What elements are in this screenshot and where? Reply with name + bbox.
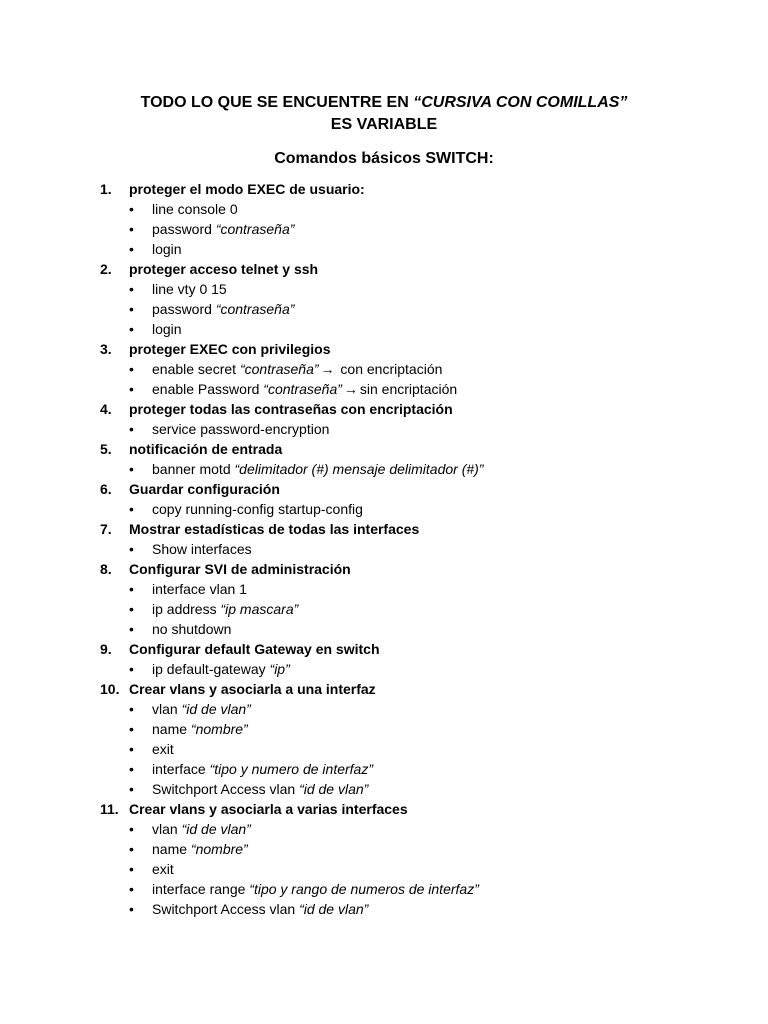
command-keyword: Switchport Access vlan <box>152 781 300 797</box>
command-line <box>0 859 768 879</box>
command-note: con encriptación <box>336 361 443 377</box>
bullet-icon: • <box>129 901 134 917</box>
list-item-number: 4. <box>100 401 112 417</box>
list-item-title: Guardar configuración <box>129 481 280 497</box>
list-item-title: proteger EXEC con privilegios <box>129 341 331 357</box>
command-text <box>152 659 290 679</box>
list-item-number: 1. <box>100 181 112 197</box>
command-variable: “tipo y rango de numeros de interfaz” <box>249 881 479 897</box>
command-text <box>152 819 251 839</box>
command-variable: “nombre” <box>190 841 248 857</box>
bullet-icon: • <box>129 421 134 437</box>
command-text <box>152 539 252 559</box>
command-line <box>0 739 768 759</box>
command-keyword: name <box>152 841 191 857</box>
command-note: sin encriptación <box>359 381 458 397</box>
list-item-heading <box>0 639 768 659</box>
bullet-icon: • <box>129 201 134 217</box>
command-line <box>0 539 768 559</box>
bullet-icon: • <box>129 821 134 837</box>
list-item-heading <box>0 399 768 419</box>
command-text <box>152 599 298 619</box>
command-text <box>152 879 479 899</box>
list-item-number: 3. <box>100 341 112 357</box>
command-keyword: ip address <box>152 601 221 617</box>
command-text <box>152 199 238 219</box>
command-variable: “delimitador (#) mensaje delimitador (#)” <box>234 461 484 477</box>
command-line <box>0 419 768 439</box>
bullet-icon: • <box>129 321 134 337</box>
list-item-heading <box>0 179 768 199</box>
list-item-number: 11. <box>100 801 119 817</box>
command-line <box>0 719 768 739</box>
list-item-heading <box>0 679 768 699</box>
command-text <box>152 759 373 779</box>
command-line <box>0 759 768 779</box>
bullet-icon: • <box>129 621 134 637</box>
command-line <box>0 219 768 239</box>
bullet-icon: • <box>129 601 134 617</box>
command-line <box>0 839 768 859</box>
command-line <box>0 199 768 219</box>
command-keyword: interface vlan 1 <box>152 581 247 597</box>
command-line <box>0 359 768 379</box>
bullet-icon: • <box>129 861 134 877</box>
title-line-1 <box>0 92 768 114</box>
bullet-icon: • <box>129 461 134 477</box>
command-keyword: interface range <box>152 881 250 897</box>
command-keyword: Show interfaces <box>152 541 252 557</box>
bullet-icon: • <box>129 541 134 557</box>
arrow-right-icon: → <box>343 381 358 397</box>
command-text <box>152 619 231 639</box>
bullet-icon: • <box>129 301 134 317</box>
list-item-title: Crear vlans y asociarla a una interfaz <box>129 681 376 697</box>
command-keyword: no shutdown <box>152 621 232 637</box>
command-text <box>152 579 247 599</box>
command-text <box>152 899 368 919</box>
list-item-heading <box>0 479 768 499</box>
list-item-title: notificación de entrada <box>129 441 283 457</box>
command-line <box>0 319 768 339</box>
bullet-icon: • <box>129 701 134 717</box>
command-keyword: name <box>152 721 191 737</box>
command-text <box>152 839 248 859</box>
command-line <box>0 779 768 799</box>
list-item-title: Configurar default Gateway en switch <box>129 641 380 657</box>
list-item-heading <box>0 799 768 819</box>
command-keyword: line console 0 <box>152 201 238 217</box>
bullet-icon: • <box>129 761 134 777</box>
page-title <box>0 92 768 136</box>
command-keyword: exit <box>152 741 174 757</box>
command-keyword: banner motd <box>152 461 235 477</box>
list-item-heading <box>0 439 768 459</box>
title-prefix: TODO LO QUE SE ENCUENTRE EN <box>140 94 414 111</box>
command-text <box>152 739 174 759</box>
command-line <box>0 499 768 519</box>
command-variable: “id de vlan” <box>299 901 369 917</box>
command-line <box>0 279 768 299</box>
title-line-2: ES VARIABLE <box>330 116 438 133</box>
list-item-title: Mostrar estadísticas de todas las interfaces <box>129 521 420 537</box>
command-keyword: password <box>152 301 216 317</box>
command-keyword: login <box>152 321 182 337</box>
bullet-icon: • <box>129 741 134 757</box>
command-line <box>0 819 768 839</box>
command-variable: “contraseña” <box>215 221 295 237</box>
command-text <box>152 299 294 319</box>
list-item-heading <box>0 519 768 539</box>
command-text <box>152 699 251 719</box>
command-line <box>0 459 768 479</box>
command-variable: “contraseña” <box>239 361 319 377</box>
command-keyword: password <box>152 221 216 237</box>
command-line <box>0 659 768 679</box>
command-variable: “tipo y numero de interfaz” <box>209 761 373 777</box>
command-text <box>152 319 182 339</box>
command-variable: “ip mascara” <box>220 601 299 617</box>
bullet-icon: • <box>129 361 134 377</box>
list-item-heading <box>0 559 768 579</box>
command-variable: “ip” <box>269 661 290 677</box>
command-text <box>152 379 457 399</box>
command-line <box>0 879 768 899</box>
command-text <box>152 779 368 799</box>
command-text <box>152 239 182 259</box>
command-text <box>152 359 442 379</box>
command-keyword: vlan <box>152 701 182 717</box>
command-keyword: login <box>152 241 182 257</box>
command-line <box>0 699 768 719</box>
command-text <box>152 459 483 479</box>
bullet-icon: • <box>129 581 134 597</box>
command-text <box>152 219 294 239</box>
command-variable: “contraseña” <box>215 301 295 317</box>
bullet-icon: • <box>129 281 134 297</box>
bullet-icon: • <box>129 661 134 677</box>
command-variable: “id de vlan” <box>181 821 251 837</box>
bullet-icon: • <box>129 781 134 797</box>
list-item-number: 9. <box>100 641 112 657</box>
command-text <box>152 279 227 299</box>
command-variable: “id de vlan” <box>181 701 251 717</box>
command-line <box>0 299 768 319</box>
command-variable: “id de vlan” <box>299 781 369 797</box>
list-item-title: Crear vlans y asociarla a varias interfaces <box>129 801 408 817</box>
command-keyword: interface <box>152 761 210 777</box>
command-list <box>0 179 768 919</box>
command-keyword: enable Password <box>152 381 264 397</box>
command-text <box>152 419 329 439</box>
command-line <box>0 619 768 639</box>
arrow-right-icon: → <box>320 361 335 377</box>
list-item-number: 6. <box>100 481 112 497</box>
list-item-heading <box>0 339 768 359</box>
command-text <box>152 859 174 879</box>
list-item-title: proteger todas las contraseñas con encriptación <box>129 401 453 417</box>
list-item-number: 5. <box>100 441 112 457</box>
command-line <box>0 239 768 259</box>
bullet-icon: • <box>129 721 134 737</box>
command-keyword: ip default-gateway <box>152 661 270 677</box>
command-text <box>152 499 363 519</box>
command-line <box>0 379 768 399</box>
command-line <box>0 899 768 919</box>
command-keyword: copy running-config startup-config <box>152 501 363 517</box>
list-item-number: 8. <box>100 561 112 577</box>
command-keyword: vlan <box>152 821 182 837</box>
command-keyword: Switchport Access vlan <box>152 901 300 917</box>
command-line <box>0 599 768 619</box>
bullet-icon: • <box>129 841 134 857</box>
list-item-title: proteger el modo EXEC de usuario: <box>129 181 365 197</box>
command-keyword: enable secret <box>152 361 240 377</box>
command-keyword: exit <box>152 861 174 877</box>
command-variable: “contraseña” <box>263 381 342 397</box>
section-subtitle: Comandos básicos SWITCH: <box>274 150 494 167</box>
command-text <box>152 719 248 739</box>
bullet-icon: • <box>129 501 134 517</box>
command-keyword: line vty 0 15 <box>152 281 227 297</box>
command-line <box>0 579 768 599</box>
bullet-icon: • <box>129 881 134 897</box>
list-item-title: Configurar SVI de administración <box>129 561 351 577</box>
list-item-title: proteger acceso telnet y ssh <box>129 261 319 277</box>
command-variable: “nombre” <box>190 721 248 737</box>
command-keyword: service password-encryption <box>152 421 330 437</box>
list-item-number: 2. <box>100 261 112 277</box>
bullet-icon: • <box>129 241 134 257</box>
list-item-number: 10. <box>100 681 120 697</box>
list-item-heading <box>0 259 768 279</box>
bullet-icon: • <box>129 381 134 397</box>
list-item-number: 7. <box>100 521 112 537</box>
title-italic-part: “CURSIVA CON COMILLAS” <box>413 94 628 111</box>
bullet-icon: • <box>129 221 134 237</box>
